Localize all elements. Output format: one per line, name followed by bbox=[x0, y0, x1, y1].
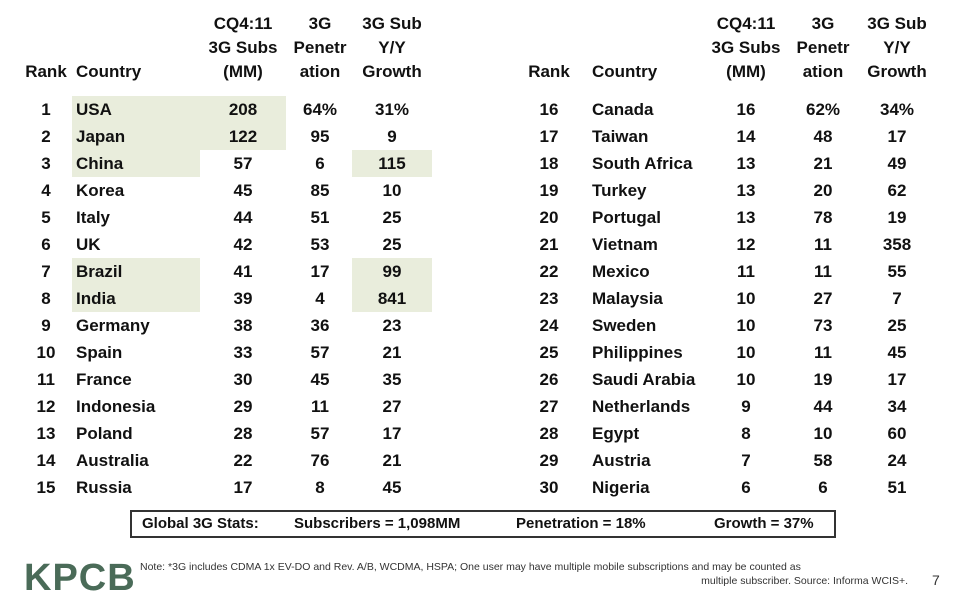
growth-cell: 27 bbox=[382, 397, 402, 416]
table-row bbox=[520, 366, 940, 393]
growth-cell: 23 bbox=[382, 316, 402, 335]
header-3g-penetration: 3G Penetr ation bbox=[293, 14, 347, 81]
global-stats-label: Global 3G Stats: bbox=[142, 515, 259, 532]
growth-cell: 841 bbox=[352, 285, 432, 312]
table-row bbox=[22, 258, 442, 285]
rank-cell: 13 bbox=[36, 424, 56, 443]
penetration-cell: 76 bbox=[310, 451, 330, 470]
growth-cell: 9 bbox=[387, 127, 397, 146]
growth-cell: 17 bbox=[382, 424, 402, 443]
subs-cell: 39 bbox=[233, 289, 253, 308]
growth-cell: 10 bbox=[382, 181, 402, 200]
table-row bbox=[22, 393, 442, 420]
rank-cell: 1 bbox=[41, 100, 51, 119]
growth-cell: 55 bbox=[887, 262, 907, 281]
header-rank: Rank bbox=[528, 62, 570, 81]
rank-cell: 7 bbox=[41, 262, 51, 281]
footnote bbox=[140, 560, 910, 588]
header-3g-subs: CQ4:11 3G Subs (MM) bbox=[208, 14, 278, 81]
subs-cell: 57 bbox=[233, 154, 253, 173]
penetration-cell: 11 bbox=[814, 235, 832, 254]
subs-cell: 122 bbox=[200, 123, 286, 150]
growth-cell: 62 bbox=[887, 181, 907, 200]
penetration-cell: 20 bbox=[813, 181, 833, 200]
subs-cell: 16 bbox=[736, 100, 756, 119]
country-cell: USA bbox=[72, 96, 200, 123]
subs-cell: 45 bbox=[233, 181, 253, 200]
penetration-cell: 73 bbox=[813, 316, 833, 335]
subs-cell: 10 bbox=[736, 370, 756, 389]
rank-cell: 10 bbox=[36, 343, 56, 362]
penetration-cell: 19 bbox=[813, 370, 833, 389]
rank-cell: 18 bbox=[539, 154, 559, 173]
penetration-cell: 17 bbox=[310, 262, 330, 281]
subs-cell: 17 bbox=[233, 478, 253, 497]
penetration-cell: 53 bbox=[310, 235, 330, 254]
growth-cell: 7 bbox=[892, 289, 902, 308]
table-row bbox=[22, 177, 442, 204]
country-cell: Egypt bbox=[592, 424, 640, 443]
table-row bbox=[22, 96, 442, 123]
country-cell: Japan bbox=[72, 123, 200, 150]
penetration-cell: 6 bbox=[818, 478, 828, 497]
subs-cell: 44 bbox=[233, 208, 253, 227]
growth-cell: 17 bbox=[887, 127, 907, 146]
subs-cell: 29 bbox=[233, 397, 253, 416]
growth-cell: 358 bbox=[882, 235, 912, 254]
country-cell: France bbox=[76, 370, 132, 389]
country-cell: Austria bbox=[592, 451, 651, 470]
subs-cell: 9 bbox=[741, 397, 751, 416]
penetration-cell: 10 bbox=[813, 424, 833, 443]
rank-cell: 12 bbox=[36, 397, 56, 416]
rank-cell: 15 bbox=[36, 478, 56, 497]
penetration-cell: 11 bbox=[814, 343, 832, 362]
penetration-cell: 21 bbox=[813, 154, 833, 173]
table-row bbox=[22, 231, 442, 258]
table-row bbox=[22, 474, 442, 501]
growth-cell: 34% bbox=[879, 100, 915, 119]
penetration-cell: 11 bbox=[814, 262, 832, 281]
table-row bbox=[520, 285, 940, 312]
rank-cell: 29 bbox=[539, 451, 559, 470]
table-row bbox=[520, 204, 940, 231]
country-cell: Poland bbox=[76, 424, 133, 443]
rank-cell: 19 bbox=[539, 181, 559, 200]
rank-cell: 21 bbox=[539, 235, 559, 254]
growth-cell: 45 bbox=[887, 343, 907, 362]
table-row bbox=[520, 420, 940, 447]
country-cell: Saudi Arabia bbox=[592, 370, 696, 389]
penetration-cell: 27 bbox=[813, 289, 833, 308]
footnote-line-2: multiple subscriber. Source: Informa WCIS+. bbox=[701, 575, 908, 587]
growth-cell: 34 bbox=[887, 397, 907, 416]
subs-cell: 14 bbox=[736, 127, 756, 146]
subs-cell: 33 bbox=[233, 343, 253, 362]
penetration-cell: 6 bbox=[315, 154, 325, 173]
page-number: 7 bbox=[932, 572, 940, 588]
table-row bbox=[520, 177, 940, 204]
global-penetration: Penetration = 18% bbox=[516, 515, 646, 532]
rank-cell: 16 bbox=[539, 100, 559, 119]
growth-cell: 45 bbox=[382, 478, 402, 497]
penetration-cell: 44 bbox=[813, 397, 833, 416]
rank-cell: 27 bbox=[539, 397, 559, 416]
subs-cell: 10 bbox=[736, 316, 756, 335]
table-row bbox=[520, 123, 940, 150]
growth-cell: 21 bbox=[382, 343, 402, 362]
country-cell: Portugal bbox=[592, 208, 661, 227]
country-cell: Australia bbox=[76, 451, 149, 470]
subs-cell: 42 bbox=[233, 235, 253, 254]
subs-cell: 41 bbox=[233, 262, 253, 281]
growth-cell: 99 bbox=[352, 258, 432, 285]
table-row bbox=[520, 312, 940, 339]
growth-cell: 17 bbox=[887, 370, 907, 389]
global-growth: Growth = 37% bbox=[714, 515, 814, 532]
rank-cell: 22 bbox=[539, 262, 559, 281]
subs-cell: 13 bbox=[736, 208, 756, 227]
country-cell: Germany bbox=[76, 316, 150, 335]
table-row bbox=[22, 123, 442, 150]
rank-cell: 2 bbox=[41, 127, 51, 146]
header-3g-growth: 3G Sub Y/Y Growth bbox=[867, 14, 927, 81]
table-row bbox=[520, 231, 940, 258]
penetration-cell: 85 bbox=[310, 181, 330, 200]
penetration-cell: 58 bbox=[813, 451, 833, 470]
penetration-cell: 62% bbox=[805, 100, 841, 119]
header-3g-subs: CQ4:11 3G Subs (MM) bbox=[711, 14, 781, 81]
growth-cell: 21 bbox=[382, 451, 402, 470]
rank-cell: 9 bbox=[41, 316, 51, 335]
penetration-cell: 8 bbox=[315, 478, 325, 497]
growth-cell: 35 bbox=[382, 370, 402, 389]
rank-cell: 30 bbox=[539, 478, 559, 497]
table-row bbox=[22, 447, 442, 474]
global-stats-box bbox=[130, 510, 836, 538]
growth-cell: 24 bbox=[887, 451, 907, 470]
table-row bbox=[22, 285, 442, 312]
country-cell: China bbox=[72, 150, 200, 177]
kpcb-logo: KPCB bbox=[24, 557, 136, 599]
subs-cell: 30 bbox=[233, 370, 253, 389]
growth-cell: 31% bbox=[374, 100, 410, 119]
penetration-cell: 11 bbox=[311, 397, 329, 416]
rank-cell: 6 bbox=[41, 235, 51, 254]
subs-cell: 28 bbox=[233, 424, 253, 443]
penetration-cell: 45 bbox=[310, 370, 330, 389]
subs-cell: 10 bbox=[736, 343, 756, 362]
table-row bbox=[520, 96, 940, 123]
country-cell: Malaysia bbox=[592, 289, 663, 308]
subs-cell: 22 bbox=[233, 451, 253, 470]
right-table-rows bbox=[520, 96, 940, 501]
subs-cell: 13 bbox=[736, 154, 756, 173]
subs-cell: 7 bbox=[741, 451, 751, 470]
subs-cell: 12 bbox=[736, 235, 756, 254]
header-country: Country bbox=[76, 62, 142, 81]
penetration-cell: 48 bbox=[813, 127, 833, 146]
growth-cell: 19 bbox=[887, 208, 907, 227]
penetration-cell: 78 bbox=[813, 208, 833, 227]
country-cell: Philippines bbox=[592, 343, 683, 362]
rank-cell: 24 bbox=[539, 316, 559, 335]
rank-cell: 4 bbox=[41, 181, 51, 200]
table-row bbox=[520, 339, 940, 366]
country-cell: Italy bbox=[76, 208, 111, 227]
header-3g-penetration: 3G Penetr ation bbox=[796, 14, 850, 81]
rank-cell: 23 bbox=[539, 289, 559, 308]
growth-cell: 60 bbox=[887, 424, 907, 443]
rank-cell: 8 bbox=[41, 289, 51, 308]
table-row bbox=[520, 447, 940, 474]
country-cell: Korea bbox=[76, 181, 125, 200]
country-cell: Spain bbox=[76, 343, 123, 362]
growth-cell: 115 bbox=[352, 150, 432, 177]
table-row bbox=[22, 366, 442, 393]
subs-cell: 38 bbox=[233, 316, 253, 335]
table-row bbox=[22, 420, 442, 447]
table-row bbox=[520, 150, 940, 177]
subs-cell: 13 bbox=[736, 181, 756, 200]
penetration-cell: 4 bbox=[315, 289, 325, 308]
header-3g-growth: 3G Sub Y/Y Growth bbox=[362, 14, 422, 81]
table-row bbox=[520, 393, 940, 420]
table-row bbox=[22, 150, 442, 177]
penetration-cell: 95 bbox=[310, 127, 330, 146]
penetration-cell: 64% bbox=[302, 100, 338, 119]
table-row bbox=[22, 339, 442, 366]
table-row bbox=[520, 258, 940, 285]
subs-cell: 6 bbox=[741, 478, 751, 497]
penetration-cell: 57 bbox=[310, 424, 330, 443]
header-rank: Rank bbox=[25, 62, 67, 81]
growth-cell: 25 bbox=[887, 316, 907, 335]
rank-cell: 25 bbox=[539, 343, 559, 362]
country-cell: Turkey bbox=[592, 181, 647, 200]
rank-cell: 20 bbox=[539, 208, 559, 227]
table-row bbox=[22, 312, 442, 339]
table-row bbox=[22, 204, 442, 231]
growth-cell: 51 bbox=[887, 478, 907, 497]
rank-cell: 5 bbox=[41, 208, 51, 227]
country-cell: Taiwan bbox=[592, 127, 649, 146]
country-cell: India bbox=[72, 285, 200, 312]
rank-cell: 28 bbox=[539, 424, 559, 443]
country-cell: Russia bbox=[76, 478, 132, 497]
global-subscribers: Subscribers = 1,098MM bbox=[294, 515, 461, 532]
subs-cell: 11 bbox=[737, 262, 755, 281]
subs-cell: 8 bbox=[741, 424, 751, 443]
rank-cell: 14 bbox=[36, 451, 56, 470]
growth-cell: 25 bbox=[382, 235, 402, 254]
rank-cell: 17 bbox=[539, 127, 559, 146]
country-cell: Mexico bbox=[592, 262, 650, 281]
country-cell: South Africa bbox=[592, 154, 693, 173]
penetration-cell: 51 bbox=[310, 208, 330, 227]
country-cell: Brazil bbox=[72, 258, 200, 285]
country-cell: Netherlands bbox=[592, 397, 691, 416]
left-table-rows bbox=[22, 96, 442, 501]
footnote-line-1: Note: *3G includes CDMA 1x EV-DO and Rev. A/B, WCDMA, HSPA; One user may have multiple mobile subscriptions and may be counted as bbox=[140, 561, 801, 573]
country-cell: Indonesia bbox=[76, 397, 156, 416]
subs-cell: 208 bbox=[200, 96, 286, 123]
penetration-cell: 36 bbox=[310, 316, 330, 335]
table-row bbox=[520, 474, 940, 501]
country-cell: Vietnam bbox=[592, 235, 658, 254]
subs-cell: 10 bbox=[736, 289, 756, 308]
country-cell: Sweden bbox=[592, 316, 657, 335]
growth-cell: 25 bbox=[382, 208, 402, 227]
country-cell: UK bbox=[76, 235, 101, 254]
rank-cell: 26 bbox=[539, 370, 559, 389]
penetration-cell: 57 bbox=[310, 343, 330, 362]
rank-cell: 3 bbox=[41, 154, 51, 173]
country-cell: Nigeria bbox=[592, 478, 650, 497]
rank-cell: 11 bbox=[37, 370, 55, 389]
header-country: Country bbox=[592, 62, 658, 81]
country-cell: Canada bbox=[592, 100, 654, 119]
growth-cell: 49 bbox=[887, 154, 907, 173]
